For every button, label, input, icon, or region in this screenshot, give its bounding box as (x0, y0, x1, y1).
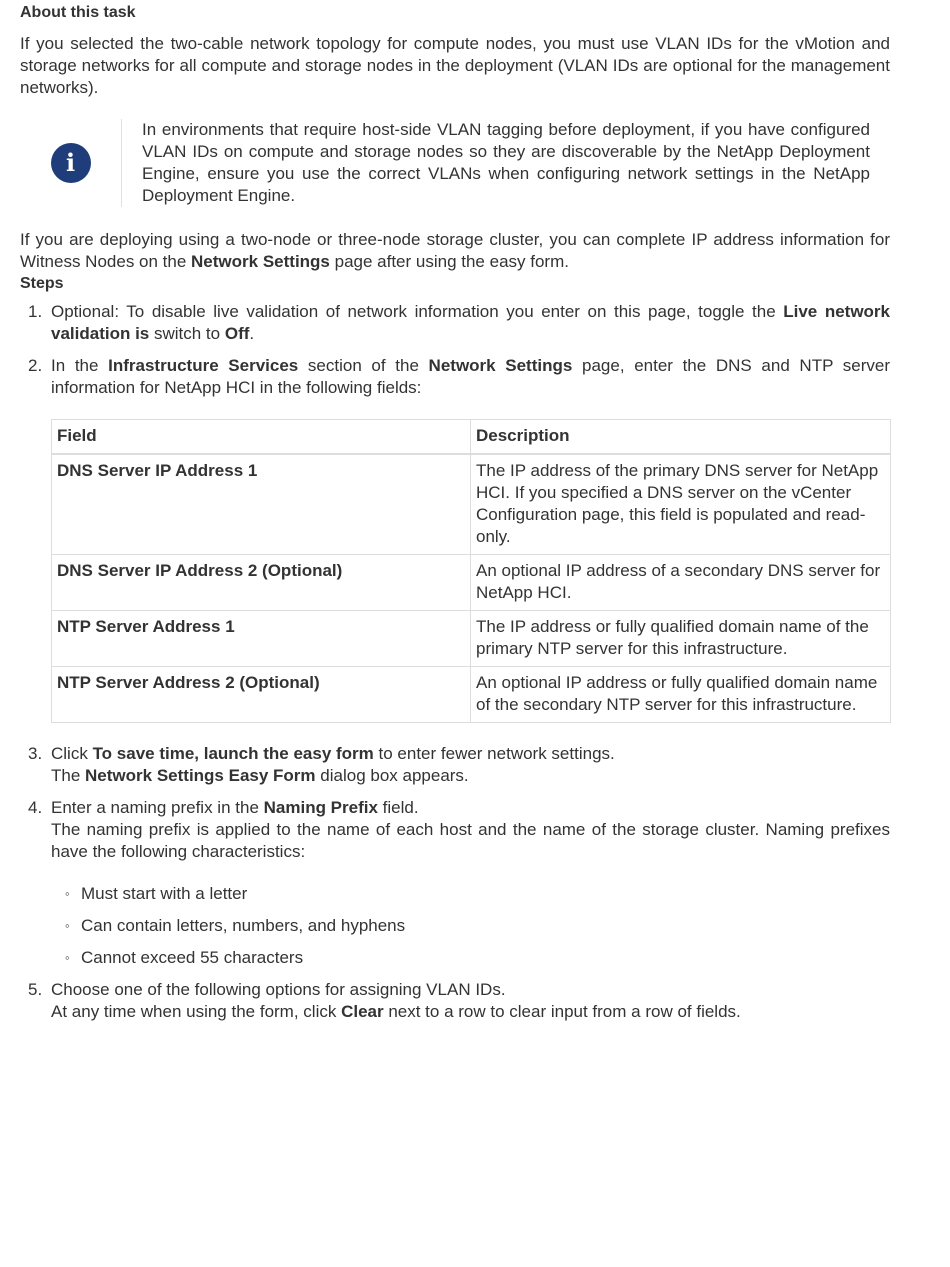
step-1 (20, 301, 890, 345)
step-5-text: Choose one of the following options for assigning VLAN IDs. (51, 980, 506, 999)
step-5 (20, 979, 890, 1023)
step-4-description: The naming prefix is applied to the name of each host and the name of the storage cluster. Naming prefixes have the following characteristics: (51, 820, 890, 861)
step-3-text: Click To save time, launch the easy form to enter fewer network settings. (51, 744, 615, 763)
bullet-icon: ◦ (65, 918, 70, 933)
step-number: 4. (28, 798, 43, 817)
step-3 (20, 743, 890, 787)
column-header-description: Description (471, 420, 891, 455)
field-name: NTP Server Address 1 (52, 611, 471, 667)
about-heading: About this task (20, 4, 136, 21)
naming-rules-list (51, 883, 890, 969)
field-description: The IP address or fully qualified domain name of the primary NTP server for this infrastructure. (471, 611, 891, 667)
note-text: In environments that require host-side VLAN tagging before deployment, if you have configured VLAN IDs on compute and storage nodes so they are discoverable by the NetApp Deployment Engine, ensure you use the correct VLANs when configuring network settings in the NetApp Deployment Engine. (142, 120, 870, 205)
step-1-text: Optional: To disable live validation of network information you enter on this page, toggle the Live network validation is switch to Off. (51, 302, 890, 343)
step-2-text: In the Infrastructure Services section of the Network Settings page, enter the DNS and NTP server information for NetApp HCI in the following fields: (51, 356, 891, 397)
note-icon-column (20, 119, 122, 207)
column-header-field: Field (52, 420, 471, 455)
table-row (52, 555, 891, 611)
document-page (20, 0, 890, 1033)
step-4-text: Enter a naming prefix in the Naming Prefix field. (51, 798, 419, 817)
bullet-icon: ◦ (65, 950, 70, 965)
table-row (52, 611, 891, 667)
step-5-clear-note: At any time when using the form, click Clear next to a row to clear input from a row of fields. (51, 1002, 741, 1021)
field-name: NTP Server Address 2 (Optional) (52, 667, 471, 723)
step-number: 3. (28, 744, 43, 763)
step-number: 2. (28, 356, 43, 375)
step-2 (20, 355, 890, 723)
table-row (52, 454, 891, 555)
list-item: ◦ Cannot exceed 55 characters (65, 948, 304, 967)
network-settings-ref: Network Settings (191, 252, 330, 271)
field-description: An optional IP address or fully qualified domain name of the secondary NTP server for this infrastructure. (471, 667, 891, 723)
clear-ref: Clear (341, 1002, 384, 1021)
step-3-result: The Network Settings Easy Form dialog box appears. (51, 766, 469, 785)
bullet-icon: ◦ (65, 886, 70, 901)
info-icon: i (51, 143, 91, 183)
list-item: ◦ Can contain letters, numbers, and hyphens (65, 916, 406, 935)
field-description: An optional IP address of a secondary DNS server for NetApp HCI. (471, 555, 891, 611)
step-number: 1. (28, 302, 43, 321)
step-4 (20, 797, 890, 969)
table-header-row (52, 420, 891, 455)
field-description: The IP address of the primary DNS server for NetApp HCI. If you specified a DNS server on the vCenter Configuration page, this field is populated and read-only. (471, 454, 891, 555)
steps-list (20, 301, 890, 1023)
steps-heading: Steps (20, 275, 64, 292)
fields-table (51, 419, 891, 723)
step-number: 5. (28, 980, 43, 999)
list-item: ◦ Must start with a letter (65, 884, 248, 903)
witness-paragraph: If you are deploying using a two-node or three-node storage cluster, you can complete IP address information for Witness Nodes on the Network Settings page after using the easy form. (20, 230, 890, 271)
info-note (20, 119, 890, 207)
about-intro: If you selected the two-cable network topology for compute nodes, you must use VLAN IDs for the vMotion and storage networks for all compute and storage nodes in the deployment (VLAN IDs are optional for the management networks). (20, 34, 890, 97)
field-name: DNS Server IP Address 2 (Optional) (52, 555, 471, 611)
field-name: DNS Server IP Address 1 (52, 454, 471, 555)
table-row (52, 667, 891, 723)
